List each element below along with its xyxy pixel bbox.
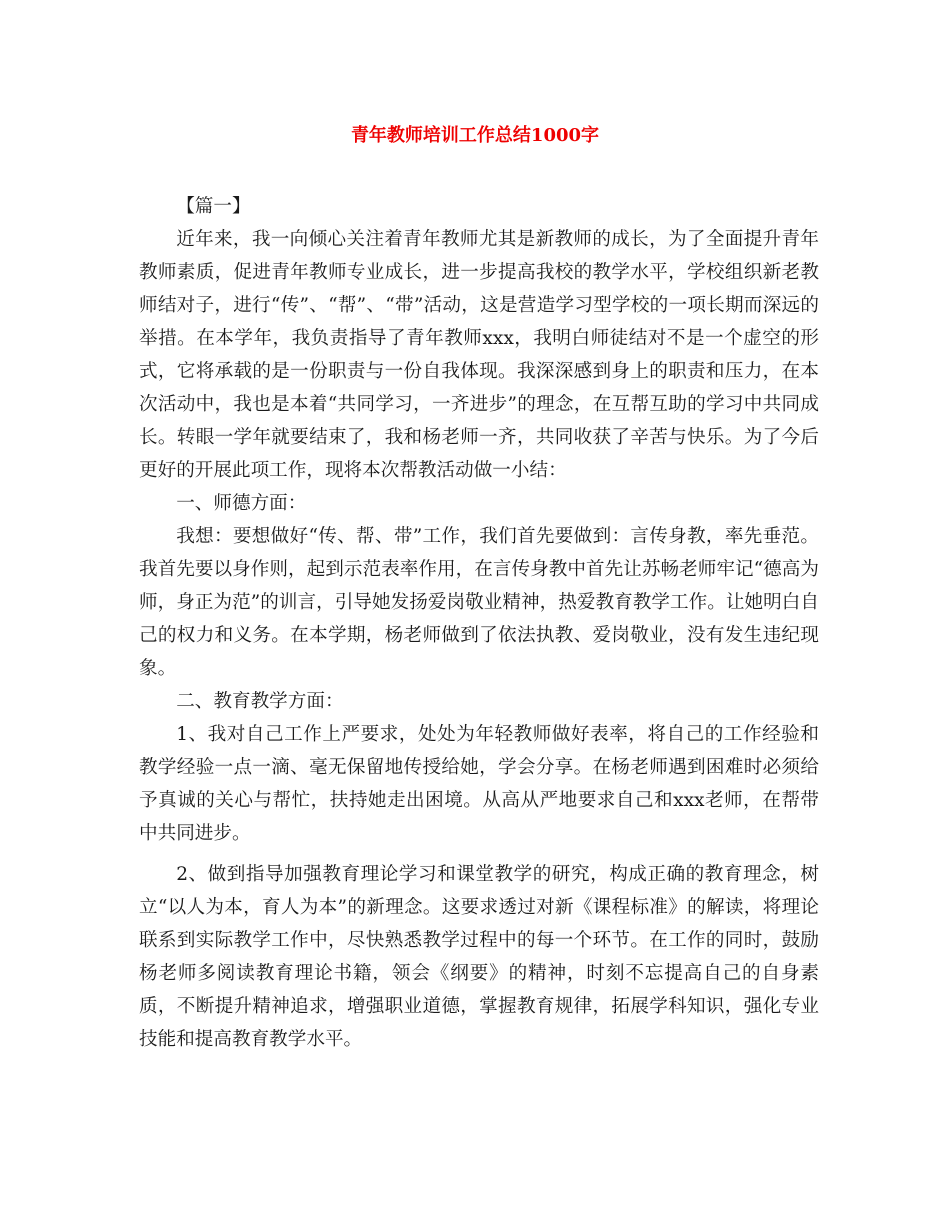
section-heading-teaching: 二、教育教学方面： [176,691,344,712]
intro-paragraph: 近年来，我一向倾心关注着青年教师尤其是新教师的成长，为了全面提升青年教师素质，促进青年教师专业成长，进一步提高我校的教学水平，学校组织新老教师结对子，进行“传”、“帮”、“带”活动，这是营造学习型学校的一项长期而深远的举措。在本学年，我负责指导了青年教师xxx，我明白师徒结对不是一个虚空的形式，它将承载的是一份职责与一份自我体现。我深深感到身上的职责和压力，在本次活动中，我也是本着“共同学习，一齐进步”的理念，在互帮互助的学习中共同成长。转眼一学年就要结束了，我和杨老师一齐，共同收获了辛苦与快乐。为了今后更好的开展此项工作，现将本次帮教活动做一小结： [139,229,819,481]
teaching-point-2: 2、做到指导加强教育理论学习和课堂教学的研究，构成正确的教育理念，树立“以人为本，育人为本”的新理念。这要求透过对新《课程标准》的解读，将理论联系到实际教学工作中，尽快熟悉教学过程中的每一个环节。在工作的同时，鼓励杨老师多阅读教育理论书籍，领会《纲要》的精神，时刻不忘提高自己的自身素质，不断提升精神追求，增强职业道德，掌握教育规律，拓展学科知识，强化专业技能和提高教育教学水平。 [139,864,819,1050]
document-body [139,190,819,1056]
ethics-paragraph: 我想：要想做好“传、帮、带”工作，我们首先要做到：言传身教，率先垂范。我首先要以身作则，起到示范表率作用，在言传身教中首先让苏畅老师牢记“德高为师，身正为范”的训言，引导她发扬爱岗敬业精神，热爱教育教学工作。让她明白自己的权力和义务。在本学期，杨老师做到了依法执教、爱岗敬业，没有发生违纪现象。 [139,526,819,679]
teaching-point-1: 1、我对自己工作上严要求，处处为年轻教师做好表率，将自己的工作经验和教学经验一点一滴、毫无保留地传授给她，学会分享。在杨老师遇到困难时必须给予真诚的关心与帮忙，扶持她走出困境。从高从严地要求自己和xxx老师，在帮带中共同进步。 [139,724,819,844]
section-heading-part-one: 【篇一】 [176,196,251,217]
document-title: 青年教师培训工作总结1000字 [350,125,600,146]
section-heading-ethics: 一、师德方面： [176,493,307,514]
